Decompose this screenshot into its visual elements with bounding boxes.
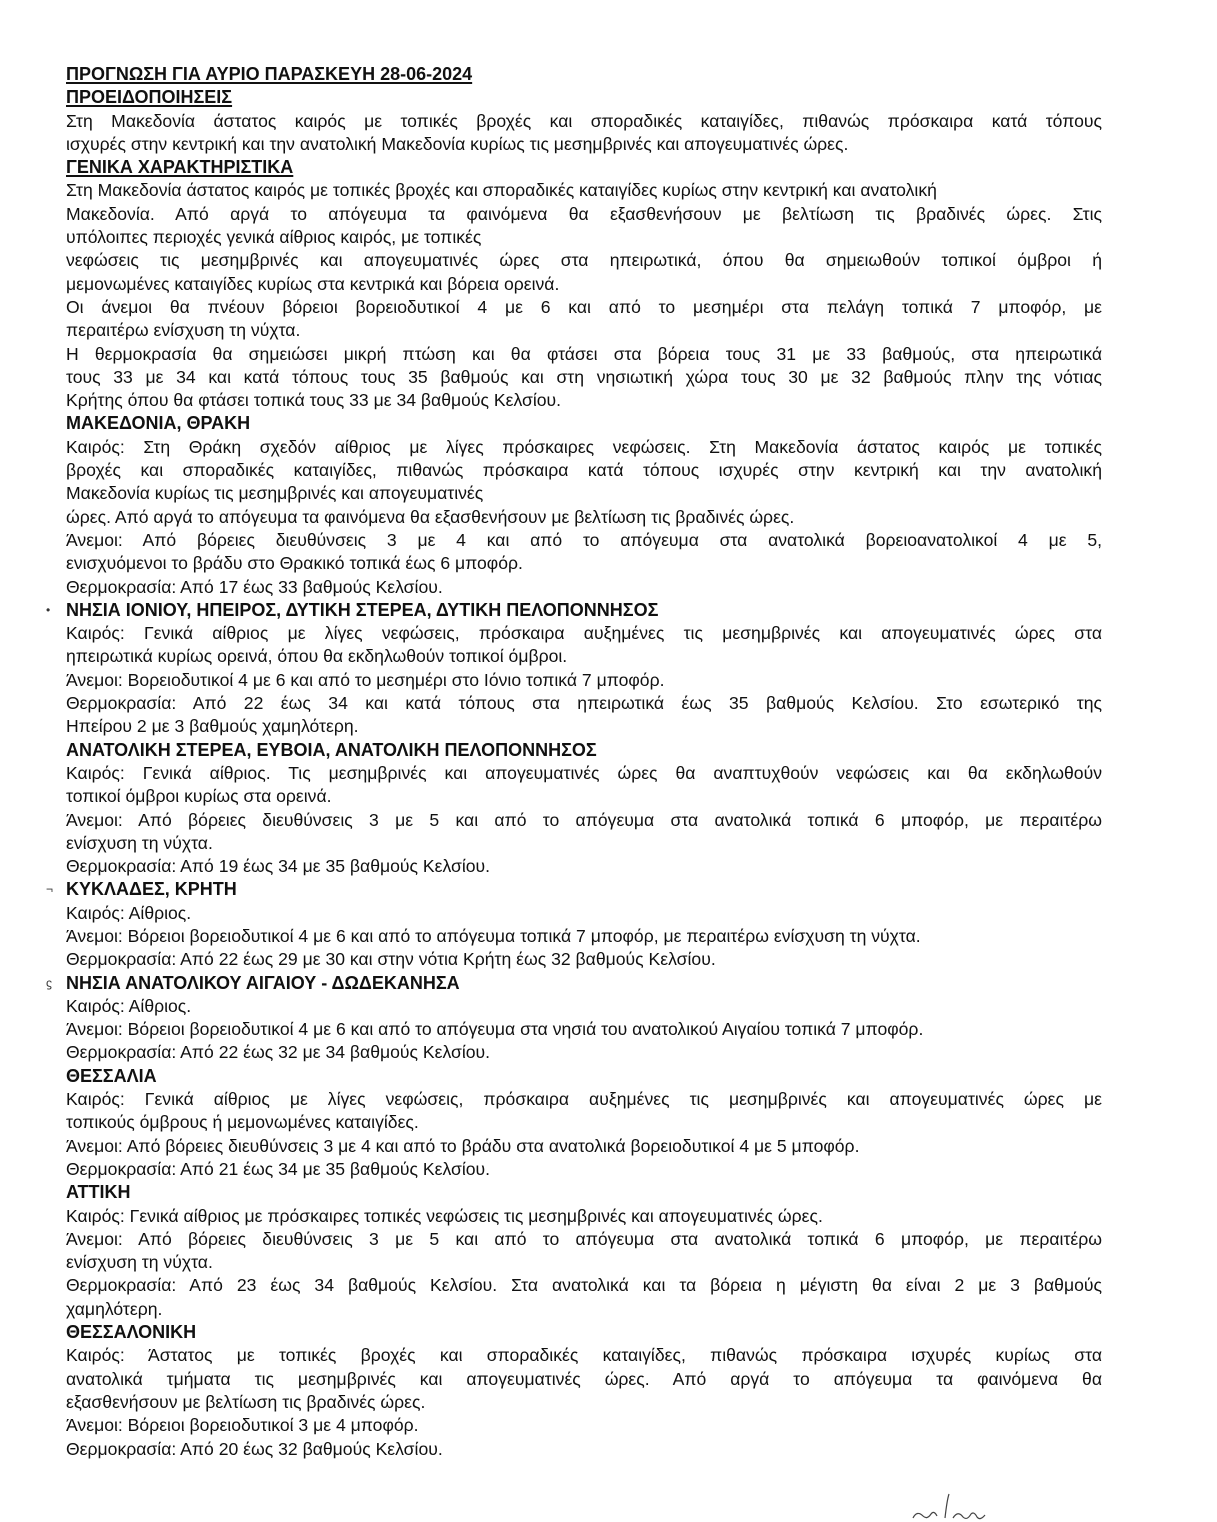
- text-line: ανατολικά τμήματα τις μεσημβρινές και απογευματινές ώρες. Από αργά το απόγευμα τα φαινόμενα θα: [66, 1368, 1102, 1389]
- text-line: μεμονωμένες καταιγίδες κυρίως στα κεντρικά και βόρεια ορεινά.: [66, 273, 560, 294]
- margin-mark: ϛ: [46, 975, 52, 990]
- region-section: [66, 412, 1102, 598]
- text-line: Μακεδονία κυρίως τις μεσημβρινές και απογευματινές: [66, 483, 484, 504]
- region-text: [66, 622, 1102, 738]
- region-heading: [66, 1321, 1102, 1344]
- text-line: Ηπείρου 2 με 3 βαθμούς χαμηλότερη.: [66, 716, 359, 737]
- text-line: ενίσχυση τη νύχτα.: [66, 832, 213, 853]
- text-line: Άνεμοι: Από βόρειες διευθύνσεις 3 με 4 και από το βράδυ στα ανατολικά βορειοδυτικοί 4 με 5 μποφόρ.: [66, 1135, 860, 1156]
- text-line: ενισχυόμενοι το βράδυ στο Θρακικό τοπικά έως 6 μποφόρ.: [66, 553, 523, 574]
- region-heading: [66, 1065, 1102, 1088]
- text-line: Καιρός: Γενικά αίθριος με λίγες νεφώσεις, πρόσκαιρα αυξημένες τις μεσημβρινές και απογευματινές ώρες με: [66, 1089, 1102, 1110]
- text-line: Άνεμοι: Βόρειοι βορειοδυτικοί 4 με 6 και από το απόγευμα στα νησιά του ανατολικού Αιγαίου τοπικά 7 μποφόρ.: [66, 1019, 924, 1040]
- warnings-line: Στη Μακεδονία άστατος καιρός με τοπικές βροχές και σποραδικές καταιγίδες, πιθανώς πρόσκαιρα κατά τόπους: [66, 110, 1102, 131]
- region-heading-text: ΝΗΣΙΑ ΑΝΑΤΟΛΙΚΟΥ ΑΙΓΑΙΟΥ - ΔΩΔΕΚΑΝΗΣΑ: [66, 972, 460, 993]
- region-heading: [46, 599, 1102, 622]
- region-text: [66, 436, 1102, 599]
- text-line: τους 33 με 34 και κατά τόπους τους 35 βαθμούς και στη νησιωτική χώρα τους 30 με 32 βαθμούς πλην της νότιας: [66, 366, 1102, 387]
- region-heading-text: ΝΗΣΙΑ ΙΟΝΙΟΥ, ΗΠΕΙΡΟΣ, ΔΥΤΙΚΗ ΣΤΕΡΕΑ, ΔΥΤΙΚΗ ΠΕΛΟΠΟΝΝΗΣΟΣ: [66, 599, 659, 620]
- region-section: [66, 739, 1102, 879]
- warnings-heading: ΠΡΟΕΙΔΟΠΟΙΗΣΕΙΣ: [66, 87, 233, 108]
- general-text: [66, 179, 1102, 412]
- margin-mark: •: [46, 602, 51, 617]
- region-section: [46, 878, 1102, 971]
- text-line: χαμηλότερη.: [66, 1298, 163, 1319]
- handwritten-signature: [905, 1492, 1025, 1522]
- text-line: Θερμοκρασία: Από 23 έως 34 βαθμούς Κελσίου. Στα ανατολικά και τα βόρεια η μέγιστη θα είναι 2 με 3 βαθμούς: [66, 1275, 1102, 1296]
- region-section: [66, 1065, 1102, 1181]
- text-line: Κρήτης όπου θα φτάσει τοπικά τους 33 με 34 βαθμούς Κελσίου.: [66, 390, 562, 411]
- text-line: Καιρός: Γενικά αίθριος με λίγες νεφώσεις, πρόσκαιρα αυξημένες τις μεσημβρινές και απογευματινές ώρες στα: [66, 623, 1102, 644]
- forecast-document: [46, 63, 1102, 1461]
- general-heading: ΓΕΝΙΚΑ ΧΑΡΑΚΤΗΡΙΣΤΙΚΑ: [66, 157, 294, 178]
- text-line: Καιρός: Γενικά αίθριος. Τις μεσημβρινές και απογευματινές ώρες θα αναπτυχθούν νεφώσεις και θα εκδηλωθούν: [66, 762, 1102, 783]
- regions-list: [46, 412, 1102, 1460]
- region-heading: [66, 739, 1102, 762]
- text-line: ηπειρωτικά κυρίως ορεινά, όπου θα εκδηλωθούν τοπικοί όμβροι.: [66, 646, 568, 667]
- region-section: [66, 1181, 1102, 1321]
- region-heading-text: ΘΕΣΣΑΛΟΝΙΚΗ: [66, 1322, 197, 1343]
- region-heading: [66, 1181, 1102, 1204]
- text-line: Η θερμοκρασία θα σημειώσει μικρή πτώση και θα φτάσει στα βόρεια τους 31 με 33 βαθμούς, στα ηπειρωτικά: [66, 343, 1102, 364]
- text-line: Άνεμοι: Βόρειοι βορειοδυτικοί 4 με 6 και από το απόγευμα τοπικά 7 μποφόρ, με περαιτέρω ενίσχυση τη νύχτα.: [66, 925, 921, 946]
- text-line: περαιτέρω ενίσχυση τη νύχτα.: [66, 320, 301, 341]
- region-heading-text: ΚΥΚΛΑΔΕΣ, ΚΡΗΤΗ: [66, 879, 237, 900]
- warnings-line: ισχυρές στην κεντρική και την ανατολική Μακεδονία κυρίως τις μεσημβρινές και απογευματινές ώρες.: [66, 133, 849, 154]
- margin-mark: ¬: [46, 882, 54, 897]
- text-line: υπόλοιπες περιοχές γενικά αίθριος καιρός, με τοπικές: [66, 227, 482, 248]
- text-line: Θερμοκρασία: Από 20 έως 32 βαθμούς Κελσίου.: [66, 1438, 443, 1459]
- text-line: τοπικοί όμβροι κυρίως στα ορεινά.: [66, 786, 332, 807]
- region-section: [46, 599, 1102, 739]
- region-heading: [46, 972, 1102, 995]
- text-line: Θερμοκρασία: Από 22 έως 34 και κατά τόπους στα ηπειρωτικά έως 35 βαθμούς Κελσίου. Στο εσωτερικό της: [66, 693, 1102, 714]
- region-text: [66, 1205, 1102, 1321]
- region-heading: [46, 878, 1102, 901]
- text-line: Θερμοκρασία: Από 19 έως 34 με 35 βαθμούς Κελσίου.: [66, 856, 491, 877]
- region-heading-text: ΜΑΚΕΔΟΝΙΑ, ΘΡΑΚΗ: [66, 413, 251, 434]
- region-section: [66, 1321, 1102, 1461]
- region-heading-text: ΑΝΑΤΟΛΙΚΗ ΣΤΕΡΕΑ, ΕΥΒΟΙΑ, ΑΝΑΤΟΛΙΚΗ ΠΕΛΟΠΟΝΝΗΣΟΣ: [66, 739, 597, 760]
- text-line: Άνεμοι: Από βόρειες διευθύνσεις 3 με 5 και από το απόγευμα στα ανατολικά τοπικά 6 μποφόρ, με περαιτέρω: [66, 809, 1102, 830]
- region-text: [66, 902, 1102, 972]
- region-heading-text: ΑΤΤΙΚΗ: [66, 1182, 131, 1203]
- text-line: βροχές και σποραδικές καταιγίδες, πιθανώς πρόσκαιρα κατά τόπους ισχυρές στην κεντρική και την ανατολική: [66, 460, 1102, 481]
- text-line: νεφώσεις τις μεσημβρινές και απογευματινές ώρες στα ηπειρωτικά, όπου θα σημειωθούν τοπικοί όμβροι ή: [66, 250, 1102, 271]
- document-title: ΠΡΟΓΝΩΣΗ ΓΙΑ ΑΥΡΙΟ ΠΑΡΑΣΚΕΥΗ 28-06-2024: [66, 64, 473, 84]
- region-heading: [66, 412, 1102, 435]
- warnings-text: [66, 110, 1102, 157]
- region-heading-text: ΘΕΣΣΑΛΙΑ: [66, 1065, 157, 1086]
- region-text: [66, 1088, 1102, 1181]
- text-line: Θερμοκρασία: Από 22 έως 32 με 34 βαθμούς Κελσίου.: [66, 1042, 491, 1063]
- text-line: Καιρός: Αίθριος.: [66, 995, 192, 1016]
- text-line: Στη Μακεδονία άστατος καιρός με τοπικές βροχές και σποραδικές καταιγίδες κυρίως στην κεντρική και ανατολική: [66, 180, 937, 201]
- text-line: Καιρός: Γενικά αίθριος με πρόσκαιρες τοπικές νεφώσεις τις μεσημβρινές και απογευματινές ώρες.: [66, 1205, 823, 1226]
- text-line: ενίσχυση τη νύχτα.: [66, 1252, 213, 1273]
- text-line: Άνεμοι: Βόρειοι βορειοδυτικοί 3 με 4 μποφόρ.: [66, 1415, 419, 1436]
- text-line: Άνεμοι: Από βόρειες διευθύνσεις 3 με 4 και από το απόγευμα στα ανατολικά βορειοανατολικοί 4 με 5,: [66, 529, 1102, 550]
- region-section: [46, 972, 1102, 1065]
- text-line: Οι άνεμοι θα πνέουν βόρειοι βορειοδυτικοί 4 με 6 και από το μεσημέρι στα πελάγη τοπικά 7 μποφόρ, με: [66, 296, 1102, 317]
- region-text: [66, 762, 1102, 878]
- region-text: [66, 995, 1102, 1065]
- text-line: Θερμοκρασία: Από 17 έως 33 βαθμούς Κελσίου.: [66, 576, 443, 597]
- text-line: Άνεμοι: Βορειοδυτικοί 4 με 6 και από το μεσημέρι στο Ιόνιο τοπικά 7 μποφόρ.: [66, 669, 665, 690]
- text-line: Άνεμοι: Από βόρειες διευθύνσεις 3 με 5 και από το απόγευμα στα ανατολικά τοπικά 6 μποφόρ, με περαιτέρω: [66, 1228, 1102, 1249]
- text-line: ώρες. Από αργά το απόγευμα τα φαινόμενα θα εξασθενήσουν με βελτίωση τις βραδινές ώρες.: [66, 506, 795, 527]
- text-line: Καιρός: Άστατος με τοπικές βροχές και σποραδικές καταιγίδες, πιθανώς πρόσκαιρα ισχυρές κυρίως στα: [66, 1345, 1102, 1366]
- text-line: τοπικούς όμβρους ή μεμονωμένες καταιγίδες.: [66, 1112, 419, 1133]
- region-text: [66, 1344, 1102, 1460]
- text-line: εξασθενήσουν με βελτίωση τις βραδινές ώρες.: [66, 1391, 426, 1412]
- text-line: Θερμοκρασία: Από 21 έως 34 με 35 βαθμούς Κελσίου.: [66, 1158, 491, 1179]
- text-line: Καιρός: Στη Θράκη σχεδόν αίθριος με λίγες πρόσκαιρες νεφώσεις. Στη Μακεδονία άστατος καιρός με τοπικές: [66, 436, 1102, 457]
- text-line: Καιρός: Αίθριος.: [66, 902, 192, 923]
- text-line: Μακεδονία. Από αργά το απόγευμα τα φαινόμενα θα εξασθενήσουν με βελτίωση τις βραδινές ώρες. Στις: [66, 203, 1102, 224]
- text-line: Θερμοκρασία: Από 22 έως 29 με 30 και στην νότια Κρήτη έως 32 βαθμούς Κελσίου.: [66, 949, 716, 970]
